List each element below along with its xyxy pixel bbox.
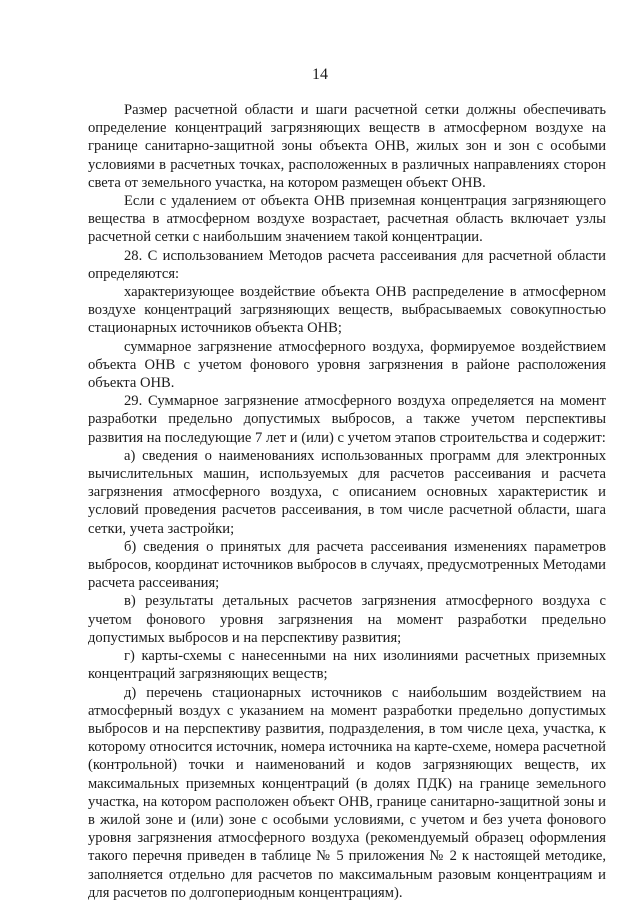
page-number: 14 [312,66,328,83]
paragraph-total-pollution: суммарное загрязнение атмосферного воздуха, формируемое воздействием объекта ОНВ с учетом фонового уровня загрязнения в районе расположения объекта ОНВ. [88,338,606,392]
paragraph-concentration-increase: Если с удалением от объекта ОНВ приземная концентрация загрязняющего вещества в атмосферном воздухе возрастает, расчетная область включает узлы расчетной сетки с наибольшим значением такой концентрации. [88,193,606,246]
document-body [88,101,606,902]
paragraph-distribution: характеризующее воздействие объекта ОНВ распределение в атмосферном воздухе концентраций загрязняющих веществ, выбрасываемых совокупностью стационарных источников объекта ОНВ; [88,284,606,337]
paragraph-subitem-a: а) сведения о наименованиях использованных программ для электронных вычислительных машин, используемых для расчетов рассеивания и расчета загрязнения атмосферного воздуха, с описанием основных характеристик и условий проведения расчетов рассеивания, в том числе расчетной области, шага сетки, учета застройки; [88,447,606,537]
paragraph-calc-area-size: Размер расчетной области и шаги расчетной сетки должны обеспечивать определение концентраций загрязняющих веществ в атмосферном воздухе на границе санитарно-защитной зоны объекта ОНВ, жилых зон и зон с особыми условиями в расчетных точках, расположенных в различных направлениях сторон света от земельного участка, на котором размещен объект ОНВ. [88,102,606,191]
paragraph-subitem-b: б) сведения о принятых для расчета рассеивания изменениях параметров выбросов, координат источников выбросов в случаях, предусмотренных Методами расчета рассеивания; [88,538,606,592]
paragraph-item-28: 28. С использованием Методов расчета рассеивания для расчетной области определяются: [88,247,606,282]
paragraph-subitem-d: д) перечень стационарных источников с наибольшим воздействием на атмосферный воздух с указанием на момент разработки предельно допустимых выбросов и на перспективу развития, подразделения, в том числе цеха, участка, к которому относится источник, номера источника на карте-схеме, номера расчетной (контрольной) точки и наименований и кодов загрязняющих веществ, их максимальных приземных концентраций (в долях ПДК) на границе земельного участка, на котором расположен объект ОНВ, границе санитарно-защитной зоны и в жилой зоне и (или) зоне с особыми условиями, с учетом и без учета фонового уровня загрязнения атмосферного воздуха (рекомендуемый образец оформления такого перечня приведен в таблице № 5 приложения № 2 к настоящей методике, заполняется отдельно для расчетов по максимальным разовым концентрациям и для расчетов по долгопериодным концентрациям). [88,684,606,901]
paragraph-subitem-v: в) результаты детальных расчетов загрязнения атмосферного воздуха с учетом фонового уровня загрязнения на момент разработки предельно допустимых выбросов и на перспективу развития; [88,593,606,646]
paragraph-subitem-g: г) карты-схемы с нанесенными на них изолиниями расчетных приземных концентраций загрязняющих веществ; [88,648,606,683]
paragraph-item-29: 29. Суммарное загрязнение атмосферного воздуха определяется на момент разработки предельно допустимых выбросов, а также учетом перспективы развития на последующие 7 лет и (или) с учетом этапов строительства и содержит: [88,393,606,446]
